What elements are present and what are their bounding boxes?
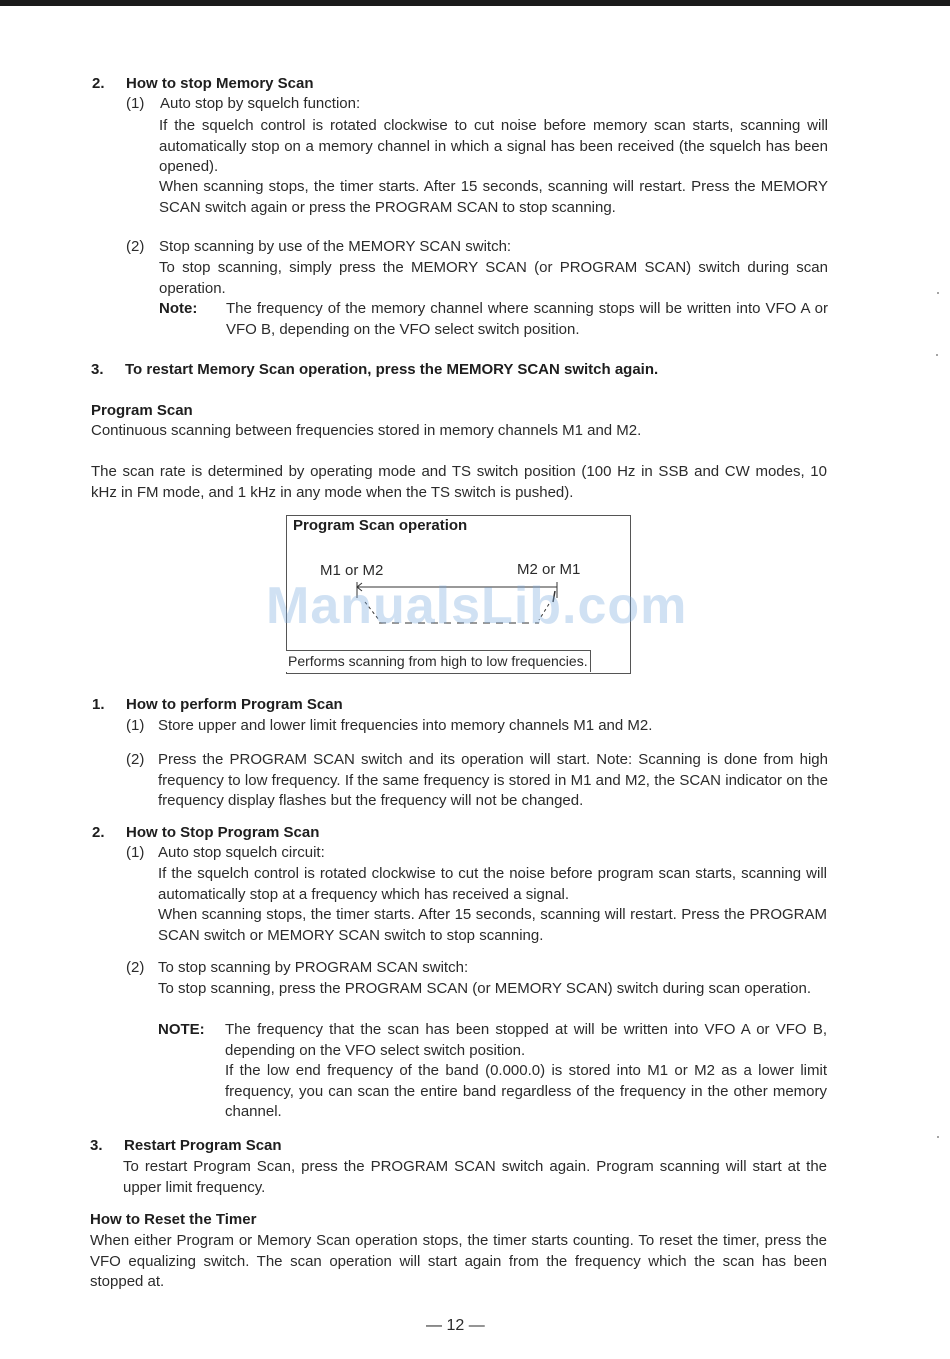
program-scan-heading: Program Scan (91, 402, 193, 419)
item-label: (1) (126, 717, 145, 734)
item-title: Auto stop squelch circuit: (158, 844, 325, 861)
paragraph: When scanning stops, the timer starts. After 15 seconds, scanning will restart. Press the PROGRAM SCAN switch or MEMORY SCAN switch to stop scanning. (158, 906, 827, 944)
item-title: Stop scanning by use of the MEMORY SCAN switch: (159, 238, 512, 255)
page-number: — 12 — (426, 1317, 485, 1334)
note-text: The frequency that the scan has been stopped at will be written into VFO A or VFO B, depending on the VFO select switch position. (225, 1021, 827, 1059)
item-label: (1) (126, 844, 145, 861)
section-number: 3. (91, 361, 104, 378)
paragraph: If the squelch control is rotated clockwise to cut the noise before program scan starts, scanning will automatically stop at a frequency which has received a signal. (158, 865, 827, 903)
section-heading-restart-program-scan (90, 1136, 282, 1157)
scan-speck (936, 354, 938, 356)
figure-title: Program Scan operation (293, 517, 468, 534)
paragraph: To stop scanning, press the PROGRAM SCAN (or MEMORY SCAN) switch during scan operation. (158, 980, 812, 997)
section-number: 2. (92, 75, 105, 92)
item-label: (2) (126, 238, 145, 255)
scan-speck (937, 292, 939, 294)
section-title: How to Stop Program Scan (126, 824, 320, 841)
figure-caption: Performs scanning from high to low frequencies. (286, 650, 591, 672)
item-title: Auto stop by squelch function: (160, 95, 361, 112)
figure-label-left: M1 or M2 (320, 562, 384, 579)
section-heading-perform-program-scan (92, 695, 343, 716)
note-label: NOTE: (158, 1021, 205, 1038)
item-label: (2) (126, 751, 145, 768)
section-number: 3. (90, 1137, 103, 1154)
section-number: 2. (92, 824, 105, 841)
item-text: Press the PROGRAM SCAN switch and its operation will start. Note: Scanning is done from high frequency to low frequency. If the same frequency is stored in M1 and M2, the SCAN indicator on the frequency display flashes but the frequency will not be changed. (158, 751, 828, 809)
section-title: To restart Memory Scan operation, press the MEMORY SCAN switch again. (125, 361, 659, 378)
figure-label-right: M2 or M1 (517, 561, 581, 578)
paragraph: When scanning stops, the timer starts. After 15 seconds, scanning will restart. Press the MEMORY SCAN switch again or press the PROGRAM SCAN to stop scanning. (159, 178, 828, 216)
item-label: (2) (126, 959, 145, 976)
watermark: ManualsLib.com (266, 577, 688, 635)
paragraph: If the squelch control is rotated clockwise to cut noise before memory scan starts, scanning will automatically stop on a memory channel in which a signal has been received (the squelch has been opened). (159, 117, 828, 175)
paragraph: To restart Program Scan, press the PROGRAM SCAN switch again. Program scanning will start at the upper limit frequency. (123, 1158, 827, 1196)
note-label: Note: (159, 300, 198, 317)
section-heading-stop-program-scan (92, 823, 319, 844)
item-text: Store upper and lower limit frequencies into memory channels M1 and M2. (158, 717, 653, 734)
paragraph: The scan rate is determined by operating mode and TS switch position (100 Hz in SSB and CW modes, 10 kHz in FM mode, and 1 kHz in any mode when the TS switch is pushed). (91, 463, 827, 501)
reset-timer-heading: How to Reset the Timer (90, 1211, 257, 1228)
note-text: The frequency of the memory channel where scanning stops will be written into VFO A or VFO B, depending on the VFO select switch position. (226, 300, 828, 338)
section-heading-restart-memory-scan (91, 360, 658, 381)
section-title: How to stop Memory Scan (126, 75, 314, 92)
section-heading-stop-memory-scan (92, 74, 314, 95)
paragraph: Continuous scanning between frequencies stored in memory channels M1 and M2. (91, 422, 642, 439)
paragraph: When either Program or Memory Scan operation stops, the timer starts counting. To reset the timer, press the VFO equalizing switch. The scan operation will start again from the frequency which the scan has been stopped at. (90, 1232, 827, 1290)
scan-speck (937, 1136, 939, 1138)
section-number: 1. (92, 696, 105, 713)
top-border (0, 0, 950, 6)
section-title: Restart Program Scan (124, 1137, 282, 1154)
item-title: To stop scanning by PROGRAM SCAN switch: (158, 959, 469, 976)
section-title: How to perform Program Scan (126, 696, 343, 713)
item-label: (1) (126, 95, 145, 112)
note-text: If the low end frequency of the band (0.000.0) is stored into M1 or M2 as a lower limit frequency, you can scan the entire band regardless of the frequency in the other memory channel. (225, 1062, 827, 1120)
paragraph: To stop scanning, simply press the MEMORY SCAN (or PROGRAM SCAN) switch during scan operation. (159, 259, 828, 297)
